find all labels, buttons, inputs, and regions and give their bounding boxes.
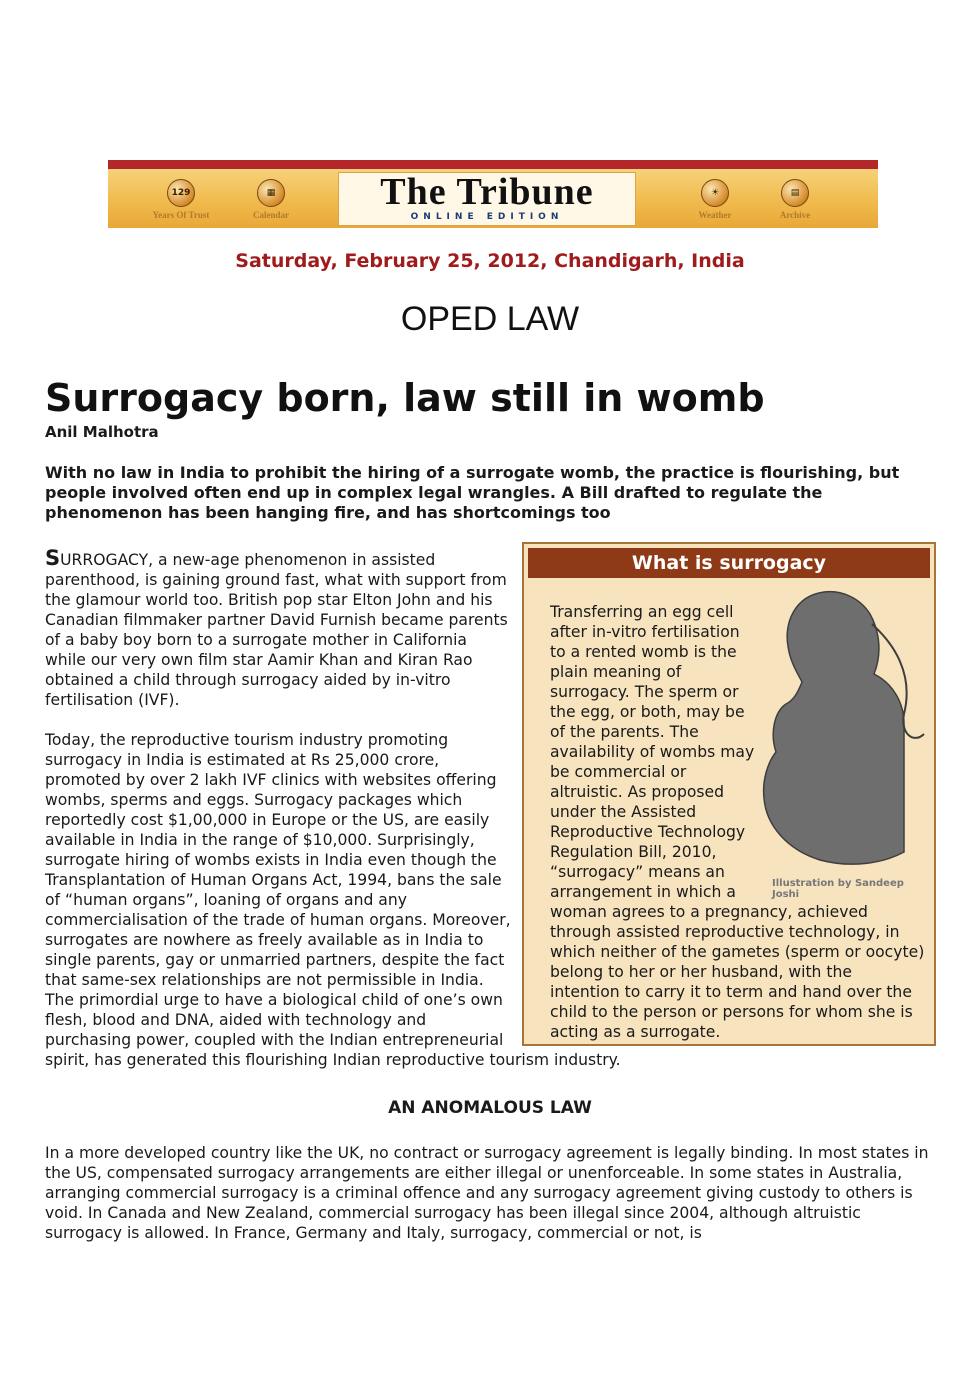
article-subhead: AN ANOMALOUS LAW [388, 1098, 592, 1118]
calendar-icon: ▦ [257, 179, 285, 207]
nav-label: Calendar [253, 210, 289, 220]
sidebar-paragraph: Transferring an egg cell after in-vitro fertilisation to a rented womb is the plain meaning of surrogacy. The sperm or the egg, or both, may be of the parents. The availability of wombs may be commercial or altruistic. As proposed under the Assisted Reproductive Technology Regulation Bill, 2010, “surrogacy” means an arrangement in which a woman agrees to a pregnancy, achieved through assisted reproductive technology, in which neither of the gametes (sperm or oocyte) belong to her or her husband, with the intention to carry it to term and hand over the child to the person or persons for whom she is acting as a surrogate. [550, 603, 925, 1041]
nav-calendar[interactable] [226, 179, 316, 220]
article-paragraph-2: Today, the reproductive tourism industry promoting surrogacy in India is estimated at Rs 25,000 crore, promoted by over 2 lakh IVF clinics with websites offering wombs, sperms and eggs. Surrogacy packages which reportedly cost $1,00,000 in Europe or the US, are easily available in India in the range of $10,000. Surprisingly, surrogate hiring of wombs exists in India even though the Transplantation of Human Organs Act, 1994, bans the sale of “human organs”, loaning of organs and any commercialisation of the trade of human organs. Moreover, surrogates are nowhere as freely available as in India to single parents, gay or unmarried partners, despite the fact that same-sex relationships are not permissible in India. The primordial urge to have a biological child of one’s own flesh, blood and DNA, aided with technology and purchasing power, coupled with the Indian entrepreneurial spirit, has generated this flourishing Indian reproductive tourism industry. [45, 731, 621, 1069]
nav-archive[interactable] [750, 179, 840, 220]
lead-word: URROGACY [60, 551, 149, 569]
dateline: Saturday, February 25, 2012, Chandigarh, India [235, 250, 745, 272]
logo[interactable] [338, 172, 636, 226]
archive-icon: ▤ [781, 179, 809, 207]
drop-cap: S [45, 546, 61, 570]
logo-subtitle: ONLINE EDITION [410, 212, 564, 222]
article-body-continued [45, 1143, 935, 1243]
sidebar-body [550, 602, 925, 1042]
article-standfirst: With no law in India to prohibit the hiring of a surrogate womb, the practice is flourishing, but people involved often end up in complex legal wrangles. A Bill drafted to regulate the phenomenon has been hanging fire, and has shortcomings too [45, 463, 900, 522]
illustration-credit: Illustration by Sandeep Joshi [772, 878, 904, 900]
masthead-banner [108, 160, 878, 228]
article-paragraph-3: In a more developed country like the UK, no contract or surrogacy agreement is legally binding. In most states in the US, compensated surrogacy arrangements are either illegal or unenforceable. In some states in Australia, arranging commercial surrogacy is a criminal offence and any surrogacy agreement giving custody to others is void. In Canada and New Zealand, commercial surrogacy has been illegal since 2004, although altruistic surrogacy is allowed. In France, Germany and Italy, surrogacy, commercial or not, is [45, 1144, 929, 1242]
weather-icon: ☀ [701, 179, 729, 207]
sidebar-what-is-surrogacy [522, 542, 936, 1046]
paragraph-text: , a new-age phenomenon in assisted parenthood, is gaining ground fast, what with support from the glamour world too. British pop star Elton John and his Canadian filmmaker partner David Furnish became parents of a baby boy born to a surrogate mother in California while our very own film star Aamir Khan and Kiran Rao obtained a child through surrogacy aided by in-vitro fertilisation (IVF). [45, 551, 508, 709]
article-headline: Surrogacy born, law still in womb [45, 376, 765, 420]
nav-label: Archive [779, 210, 811, 220]
logo-title: The Tribune [380, 171, 594, 213]
nav-years-of-trust[interactable] [136, 179, 226, 220]
trust-badge-icon: 129 [167, 179, 195, 207]
article-author: Anil Malhotra [45, 423, 159, 441]
nav-label: Weather [698, 210, 732, 220]
nav-weather[interactable] [670, 179, 760, 220]
sidebar-title: What is surrogacy [528, 548, 930, 578]
section-title: OPED LAW [400, 300, 580, 338]
nav-label: Years Of Trust [152, 210, 210, 220]
illustration-spacer [757, 602, 925, 892]
